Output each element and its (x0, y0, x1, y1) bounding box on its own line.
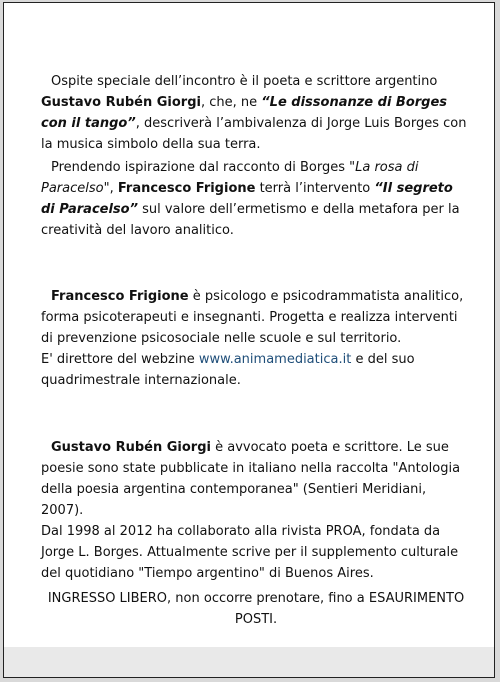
paragraph-guest-intro (41, 71, 471, 155)
p1-guest-name: Gustavo Rubén Giorgi (41, 95, 201, 110)
p3-text-3: e del suo quadrimestrale internazionale. (41, 352, 415, 388)
p2-talk-title: “Il segreto di Paracelso” (41, 181, 453, 217)
p3-text-2: E' direttore del webzine (41, 352, 199, 367)
paragraph-giorgi-bio (41, 437, 471, 584)
p4-text-1: è avvocato poeta e scrittore. Le sue poesie sono state pubblicate in italiano nella raccolta "Antologia della poesia argentina contemporanea" (Sentieri Meridiani, 2007). (41, 440, 461, 518)
p2-speaker-name: Francesco Frigione (117, 181, 256, 196)
p2-text-2: , (109, 181, 118, 196)
p1-text-1: Ospite speciale dell’incontro è il poeta e scrittore argentino (51, 74, 438, 89)
p3-text-1: è psicologo e psicodrammatista analitico, forma psicoterapeuti e insegnanti. Progetta e realizza interventi di prevenzione psicosociale nelle scuole e sul territorio. (41, 289, 464, 346)
entry-note (41, 588, 471, 630)
p2-text-4: sul valore dell’ermetismo e della metafora per la creatività del lavoro analitico. (41, 202, 460, 238)
p2-text-3: terrà l’intervento (255, 181, 375, 196)
p2-text-1: Prendendo ispirazione dal racconto di Borges (51, 160, 350, 175)
p3-name: Francesco Frigione (51, 289, 189, 304)
p1-text-3: , descriverà l’ambivalenza di Jorge Luis Borges con la musica simbolo della sua terra. (41, 116, 467, 152)
webzine-link[interactable]: www.animamediatica.it (198, 352, 352, 367)
p1-talk-title: “Le dissonanze di Borges con il tango” (41, 95, 448, 131)
paragraph-frigione-talk (41, 157, 471, 241)
paragraph-frigione-bio (41, 286, 471, 391)
p4-name: Gustavo Rubén Giorgi (51, 440, 211, 455)
page-frame (3, 2, 495, 678)
entry-note-text: INGRESSO LIBERO, non occorre prenotare, fino a ESAURIMENTO POSTI. (47, 591, 465, 627)
p2-story-title: "La rosa di Paracelso" (41, 160, 419, 196)
p4-text-2: Dal 1998 al 2012 ha collaborato alla rivista PROA, fondata da Jorge L. Borges. Attualmente scrive per il supplemento culturale del quotidiano "Tiempo argentino" di Buenos Aires. (41, 524, 459, 581)
p1-text-2: , che, ne (200, 95, 262, 110)
